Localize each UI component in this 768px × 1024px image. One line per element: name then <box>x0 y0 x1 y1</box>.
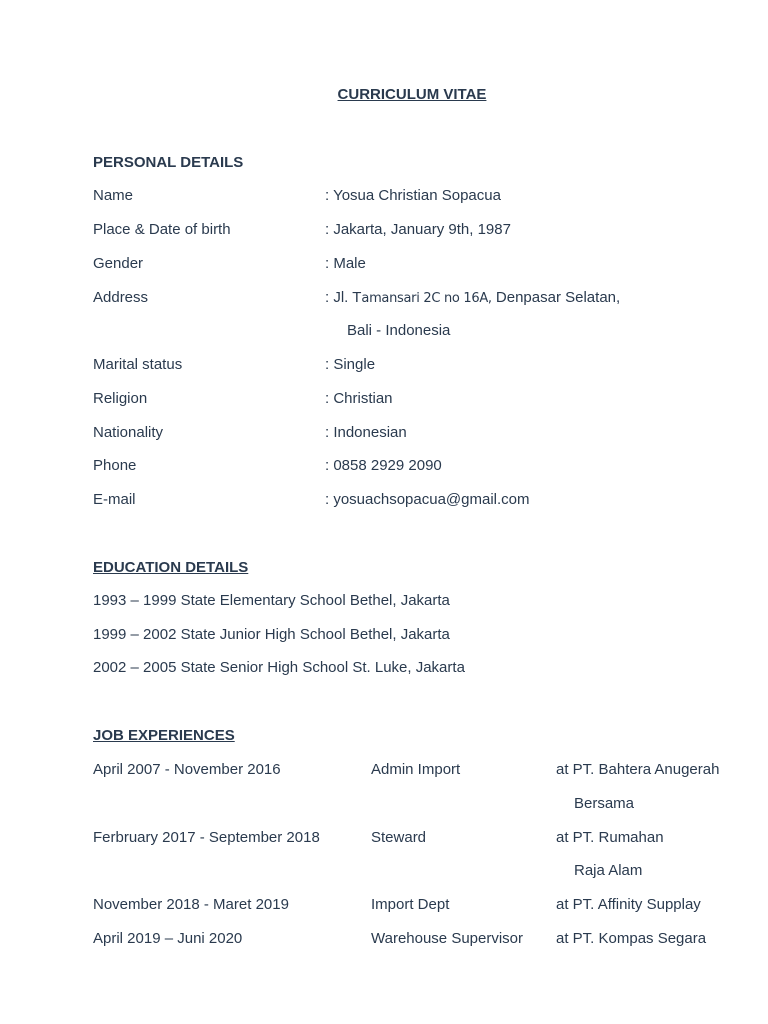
religion-value: : Christian <box>325 390 393 407</box>
job-role: Steward <box>371 829 427 846</box>
education-item: 1999 – 2002 State Junior High School Bethel, Jakarta <box>93 626 450 643</box>
job-company: at PT. Kompas Segara <box>556 930 707 947</box>
marital-value: : Single <box>325 356 376 373</box>
education-item: 1993 – 1999 State Elementary School Bethel, Jakarta <box>93 592 450 609</box>
address-prefix: : Jl. T <box>325 289 362 306</box>
education-details-heading: EDUCATION DETAILS <box>93 559 249 576</box>
marital-label: Marital status <box>93 356 183 373</box>
email-label: E-mail <box>93 491 136 508</box>
nationality-value: : Indonesian <box>325 424 407 441</box>
job-experiences-heading: JOB EXPERIENCES <box>93 727 235 744</box>
job-period: April 2019 – Juni 2020 <box>93 930 243 947</box>
name-value: : Yosua Christian Sopacua <box>325 187 501 204</box>
education-item: 2002 – 2005 State Senior High School St. Luke, Jakarta <box>93 659 465 676</box>
job-period: April 2007 - November 2016 <box>93 761 281 778</box>
job-role: Warehouse Supervisor <box>371 930 524 947</box>
job-company-continued: Bersama <box>574 795 635 812</box>
phone-label: Phone <box>93 457 137 474</box>
birth-value: : Jakarta, January 9th, 1987 <box>325 221 511 238</box>
birth-label: Place & Date of birth <box>93 221 231 238</box>
personal-details-heading: PERSONAL DETAILS <box>93 154 244 171</box>
job-company: at PT. Rumahan <box>556 829 664 846</box>
job-role: Import Dept <box>371 896 450 913</box>
job-period: Ferbruary 2017 - September 2018 <box>93 829 320 846</box>
phone-value: : 0858 2929 2090 <box>325 457 442 474</box>
job-company: at PT. Affinity Supplay <box>556 896 701 913</box>
address-value <box>325 288 620 309</box>
name-label: Name <box>93 187 134 204</box>
gender-label: Gender <box>93 255 144 272</box>
job-role: Admin Import <box>371 761 461 778</box>
document-title: CURRICULUM VITAE <box>337 86 487 103</box>
job-company-continued: Raja Alam <box>574 862 643 879</box>
address-label: Address <box>93 289 149 306</box>
address-suffix: Denpasar Selatan, <box>491 289 621 306</box>
job-company: at PT. Bahtera Anugerah <box>556 761 720 778</box>
gender-value: : Male <box>325 255 366 272</box>
job-period: November 2018 - Maret 2019 <box>93 896 289 913</box>
nationality-label: Nationality <box>93 424 164 441</box>
email-value: : yosuachsopacua@gmail.com <box>325 491 530 508</box>
religion-label: Religion <box>93 390 148 407</box>
address-street: amansari 2C no 16A, <box>361 291 492 306</box>
address-line2: Bali - Indonesia <box>347 322 451 339</box>
